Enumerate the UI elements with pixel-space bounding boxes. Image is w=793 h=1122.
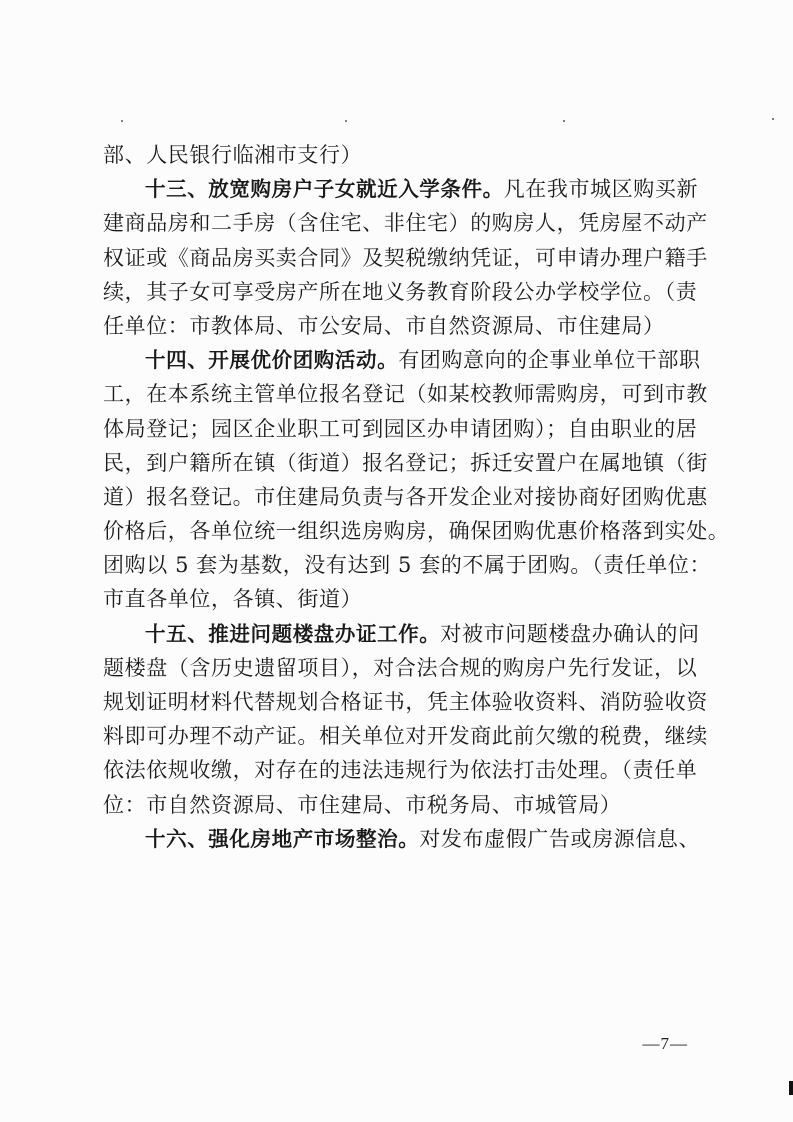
line-text: 凡在我市城区购买新 bbox=[503, 177, 699, 202]
text-line bbox=[103, 309, 688, 343]
line-text: 规划证明材料代替规划合格证书，凭主体验收资料、消防验收资 bbox=[103, 690, 708, 714]
scan-speck bbox=[345, 120, 347, 122]
text-line bbox=[103, 138, 688, 172]
section-16-heading-line bbox=[103, 822, 701, 856]
scan-speck bbox=[772, 118, 774, 120]
section-heading: 十三、放宽购房户子女就近入学条件。 bbox=[145, 177, 504, 202]
text-line bbox=[103, 206, 708, 240]
line-text: 体局登记；园区企业职工可到园区办申请团购）；自由职业的居 bbox=[103, 416, 698, 441]
line-text: 团购以 5 套为基数，没有达到 5 套的不属于团购。（责任单位： bbox=[103, 553, 712, 578]
text-line bbox=[103, 377, 708, 411]
document-body bbox=[103, 138, 730, 856]
line-text: 对被市问题楼盘办确认的问 bbox=[440, 621, 700, 646]
text-line bbox=[103, 582, 688, 616]
section-13-heading-line bbox=[103, 172, 699, 206]
line-text: 部、人民银行临湘市支行） bbox=[103, 143, 363, 167]
section-heading: 十四、开展优价团购活动。 bbox=[145, 348, 399, 373]
line-text: 工，在本系统主管单位报名登记（如某校教师需购房，可到市教 bbox=[103, 382, 708, 407]
line-text: 民，到户籍所在镇（街道）报名登记；拆迁安置户在属地镇（街 bbox=[103, 450, 708, 475]
section-14-heading-line bbox=[103, 343, 701, 377]
text-line bbox=[103, 446, 708, 480]
section-heading: 十六、强化房地产市场整治。 bbox=[145, 826, 420, 851]
text-line bbox=[103, 753, 698, 787]
text-line bbox=[103, 480, 708, 514]
line-text: 依法依规收缴，对存在的违法违规行为依法打击处理。（责任单 bbox=[103, 758, 698, 783]
text-line bbox=[103, 514, 730, 548]
text-line bbox=[103, 548, 712, 582]
text-line bbox=[103, 685, 708, 719]
line-text: 位：市自然资源局、市住建局、市税务局、市城管局） bbox=[103, 792, 622, 817]
line-text: 题楼盘（含历史遗留项目），对合法合规的购房户先行发证，以 bbox=[103, 655, 698, 680]
line-text: 权证或《商品房买卖合同》及契税缴纳凭证，可申请办理户籍手 bbox=[103, 245, 708, 270]
text-line bbox=[103, 651, 698, 685]
scan-speck bbox=[563, 120, 565, 122]
text-line bbox=[103, 275, 698, 309]
line-text: 价格后，各单位统一组织选房购房，确保团购优惠价格落到实处。 bbox=[103, 519, 730, 544]
line-text: 有团购意向的企事业单位干部职 bbox=[398, 348, 701, 373]
text-line bbox=[103, 412, 698, 446]
line-text: 续，其子女可享受房产所在地义务教育阶段公办学校学位。（责 bbox=[103, 279, 698, 304]
text-line bbox=[103, 719, 708, 753]
text-line bbox=[103, 241, 708, 275]
section-15-heading-line bbox=[103, 617, 700, 651]
scan-speck bbox=[121, 120, 123, 122]
text-line bbox=[103, 788, 688, 822]
page-number: —7— bbox=[642, 1034, 688, 1053]
line-text: 市直各单位，各镇、街道） bbox=[103, 587, 363, 612]
line-text: 道）报名登记。市住建局负责与各开发企业对接协商好团购优惠 bbox=[103, 484, 708, 509]
line-text: 建商品房和二手房（含住宅、非住宅）的购房人，凭房屋不动产 bbox=[103, 211, 708, 236]
scan-edge-mark bbox=[789, 1081, 793, 1095]
line-text: 对发布虚假广告或房源信息、 bbox=[419, 826, 701, 851]
line-text: 料即可办理不动产证。相关单位对开发商此前欠缴的税费，继续 bbox=[103, 724, 708, 749]
line-text: 任单位：市教体局、市公安局、市自然资源局、市住建局） bbox=[103, 313, 665, 338]
section-heading: 十五、推进问题楼盘办证工作。 bbox=[145, 621, 441, 646]
